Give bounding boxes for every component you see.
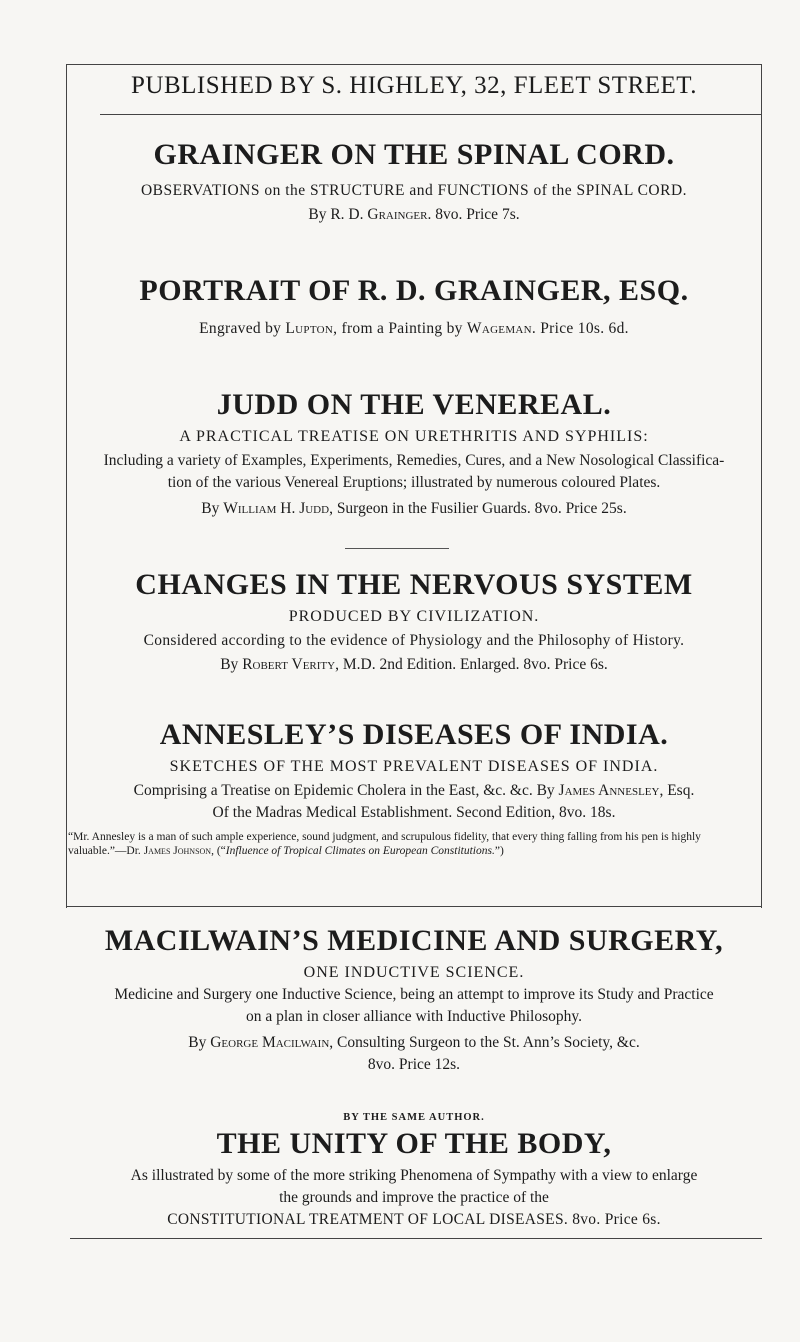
unity-desc2: the grounds and improve the practice of the [279, 1189, 549, 1206]
macilwain-author: George Macilwain [210, 1034, 330, 1051]
portrait-price: . Price 10s. 6d. [531, 320, 629, 337]
portrait-line [66, 318, 762, 340]
macilwain-desc1: Medicine and Surgery one Inductive Science, being an attempt to improve its Study and Practice [114, 986, 714, 1003]
changes-desc: Considered according to the evidence of Physiology and the Philosophy of History. [143, 632, 685, 649]
annesley-title: ANNESLEY’S DISEASES OF INDIA. [159, 718, 669, 751]
judd-by-prefix: By [201, 500, 224, 517]
annesley-quote [66, 830, 762, 858]
portrait-painting-by: , from a Painting by [333, 320, 467, 337]
macilwain-price: 8vo. Price 12s. [367, 1056, 461, 1073]
portrait-title: PORTRAIT OF R. D. GRAINGER, ESQ. [139, 274, 689, 307]
annesley-desc1-prefix: Comprising a Treatise on Epidemic Cholera in the East, &c. &c. By [133, 782, 559, 799]
annesley-desc1 [66, 780, 762, 802]
macilwain-subtitle: ONE INDUCTIVE SCIENCE. [303, 964, 525, 981]
annesley-author: James Annesley [558, 782, 660, 799]
judd-byline [66, 498, 762, 520]
grainger-entry [66, 138, 762, 226]
unity-desc3: CONSTITUTIONAL TREATMENT OF LOCAL DISEASES. 8vo. Price 6s. [167, 1211, 661, 1228]
macilwain-by-suffix: , Consulting Surgeon to the St. Ann’s Society, &c. [329, 1034, 640, 1051]
changes-by-prefix: By [220, 656, 243, 673]
page-bottom-rule [70, 1238, 762, 1239]
portrait-engraver: Lupton [285, 320, 334, 337]
annesley-quote-text: “Mr. Annesley is a man of such ample experience, sound judgment, and scrupulous fidelity, that every thing falling from his pen is highly valuable.”—Dr. [68, 831, 701, 857]
grainger-price: . 8vo. Price 7s. [427, 206, 520, 223]
annesley-quote-author: James Johnson [143, 845, 212, 857]
unity-entry [66, 1112, 762, 1231]
annesley-subtitle: SKETCHES OF THE MOST PREVALENT DISEASES OF INDIA. [169, 758, 659, 775]
judd-title: JUDD ON THE VENEREAL. [216, 388, 612, 421]
portrait-engraved-by: Engraved by [199, 320, 286, 337]
annesley-desc1-suffix: , Esq. [659, 782, 695, 799]
macilwain-title: MACILWAIN’S MEDICINE AND SURGERY, [104, 924, 724, 957]
unity-heading: BY THE SAME AUTHOR. [343, 1112, 485, 1123]
publisher-header: PUBLISHED BY S. HIGHLEY, 32, FLEET STREET. [131, 72, 697, 99]
changes-price: , M.D. 2nd Edition. Enlarged. 8vo. Price 6s. [335, 656, 608, 673]
portrait-entry [66, 274, 762, 340]
judd-entry [66, 388, 762, 520]
judd-author: William H. Judd [223, 500, 330, 517]
changes-author: Robert Verity [242, 656, 336, 673]
macilwain-entry [66, 924, 762, 1076]
macilwain-desc2: on a plan in closer alliance with Inductive Philosophy. [245, 1008, 583, 1025]
changes-title: CHANGES IN THE NERVOUS SYSTEM [135, 568, 693, 601]
judd-subtitle: A PRACTICAL TREATISE ON URETHRITIS AND SYPHILIS: [179, 428, 649, 445]
annesley-entry [66, 718, 762, 858]
annesley-quote-open: , (“ [211, 845, 226, 857]
changes-byline [66, 654, 762, 676]
macilwain-byline [66, 1032, 762, 1054]
grainger-by-prefix: By R. D. [308, 206, 368, 223]
grainger-author: Grainger [367, 206, 428, 223]
grainger-line1: OBSERVATIONS on the STRUCTURE and FUNCTIONS of the SPINAL CORD. [140, 182, 688, 199]
annesley-bottom-rule [66, 906, 762, 907]
macilwain-by-prefix: By [188, 1034, 211, 1051]
annesley-desc2: Of the Madras Medical Establishment. Second Edition, 8vo. 18s. [212, 804, 616, 821]
judd-desc1: Including a variety of Examples, Experiments, Remedies, Cures, and a New Nosological Classifica- [103, 452, 725, 469]
unity-title: THE UNITY OF THE BODY, [216, 1127, 612, 1160]
portrait-painter: Wageman [466, 320, 532, 337]
grainger-line2 [66, 204, 762, 226]
annesley-quote-close: ”) [494, 845, 504, 857]
header-rule [100, 114, 762, 115]
annesley-quote-work: Influence of Tropical Climates on European Constitutions. [225, 845, 495, 857]
judd-price: , Surgeon in the Fusilier Guards. 8vo. Price 25s. [329, 500, 627, 517]
judd-desc2: tion of the various Venereal Eruptions; illustrated by numerous coloured Plates. [167, 474, 661, 491]
changes-subtitle: PRODUCED BY CIVILIZATION. [288, 608, 540, 625]
divider-rule [345, 548, 449, 549]
changes-entry [66, 568, 762, 676]
grainger-title: GRAINGER ON THE SPINAL CORD. [153, 138, 675, 171]
unity-desc1: As illustrated by some of the more striking Phenomena of Sympathy with a view to enlarge [130, 1167, 698, 1184]
